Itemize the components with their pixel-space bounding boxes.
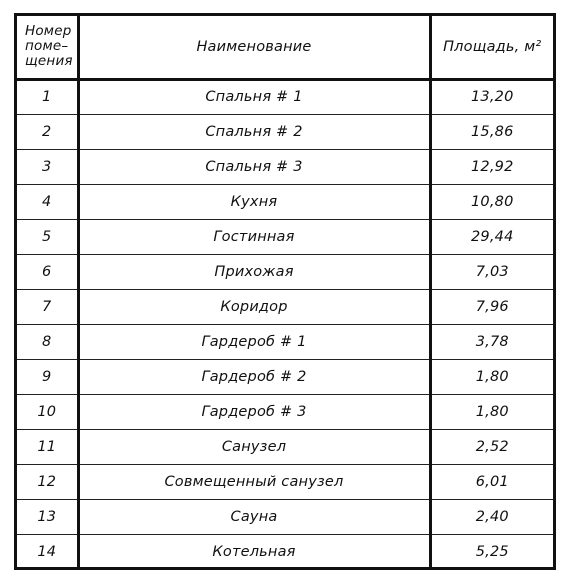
room-name-cell: Прихожая bbox=[78, 254, 430, 289]
room-name-cell: Спальня # 2 bbox=[78, 114, 430, 149]
room-name-cell: Гостинная bbox=[78, 219, 430, 254]
room-area-cell: 6,01 bbox=[430, 464, 553, 499]
table-body bbox=[17, 79, 553, 569]
header-room-name: Наименование bbox=[78, 16, 430, 79]
room-area-cell: 1,80 bbox=[430, 359, 553, 394]
room-area-cell: 1,80 bbox=[430, 394, 553, 429]
table-row bbox=[17, 114, 553, 149]
room-name-cell: Гардероб # 3 bbox=[78, 394, 430, 429]
room-area-cell: 2,52 bbox=[430, 429, 553, 464]
room-name-cell: Котельная bbox=[78, 534, 430, 569]
header-room-area: Площадь, м² bbox=[430, 16, 553, 79]
table-row bbox=[17, 289, 553, 324]
room-number-cell: 1 bbox=[17, 79, 78, 114]
room-number-cell: 5 bbox=[17, 219, 78, 254]
room-name-cell: Коридор bbox=[78, 289, 430, 324]
room-number-cell: 10 bbox=[17, 394, 78, 429]
room-name-cell: Гардероб # 1 bbox=[78, 324, 430, 359]
room-area-cell: 13,20 bbox=[430, 79, 553, 114]
room-area-cell: 15,86 bbox=[430, 114, 553, 149]
table-row bbox=[17, 219, 553, 254]
room-schedule-sheet bbox=[14, 13, 556, 570]
table-row bbox=[17, 394, 553, 429]
table-row bbox=[17, 149, 553, 184]
table-row bbox=[17, 79, 553, 114]
room-schedule-table bbox=[17, 16, 553, 569]
room-number-cell: 3 bbox=[17, 149, 78, 184]
room-area-cell: 7,96 bbox=[430, 289, 553, 324]
table-row bbox=[17, 184, 553, 219]
table-row bbox=[17, 464, 553, 499]
room-name-cell: Сауна bbox=[78, 499, 430, 534]
room-name-cell: Кухня bbox=[78, 184, 430, 219]
room-number-cell: 2 bbox=[17, 114, 78, 149]
room-name-cell: Спальня # 1 bbox=[78, 79, 430, 114]
room-area-cell: 10,80 bbox=[430, 184, 553, 219]
room-number-cell: 14 bbox=[17, 534, 78, 569]
room-name-cell: Совмещенный санузел bbox=[78, 464, 430, 499]
room-number-cell: 4 bbox=[17, 184, 78, 219]
room-number-cell: 12 bbox=[17, 464, 78, 499]
room-name-cell: Санузел bbox=[78, 429, 430, 464]
room-area-cell: 12,92 bbox=[430, 149, 553, 184]
room-number-cell: 7 bbox=[17, 289, 78, 324]
room-name-cell: Спальня # 3 bbox=[78, 149, 430, 184]
table-row bbox=[17, 359, 553, 394]
room-number-cell: 13 bbox=[17, 499, 78, 534]
header-room-number: Номер поме– щения bbox=[17, 16, 78, 79]
room-number-cell: 8 bbox=[17, 324, 78, 359]
room-area-cell: 3,78 bbox=[430, 324, 553, 359]
table-header-row bbox=[17, 16, 553, 79]
table-row bbox=[17, 499, 553, 534]
room-area-cell: 5,25 bbox=[475, 543, 509, 560]
room-area-cell: 2,40 bbox=[430, 499, 553, 534]
room-name-cell: Гардероб # 2 bbox=[78, 359, 430, 394]
table-row bbox=[17, 254, 553, 289]
room-number-cell: 9 bbox=[17, 359, 78, 394]
table-row bbox=[17, 429, 553, 464]
table-row bbox=[17, 324, 553, 359]
room-area-cell: 7,03 bbox=[430, 254, 553, 289]
room-area-cell: 29,44 bbox=[430, 219, 553, 254]
table-row bbox=[17, 534, 553, 569]
room-number-cell: 11 bbox=[17, 429, 78, 464]
room-number-cell: 6 bbox=[17, 254, 78, 289]
